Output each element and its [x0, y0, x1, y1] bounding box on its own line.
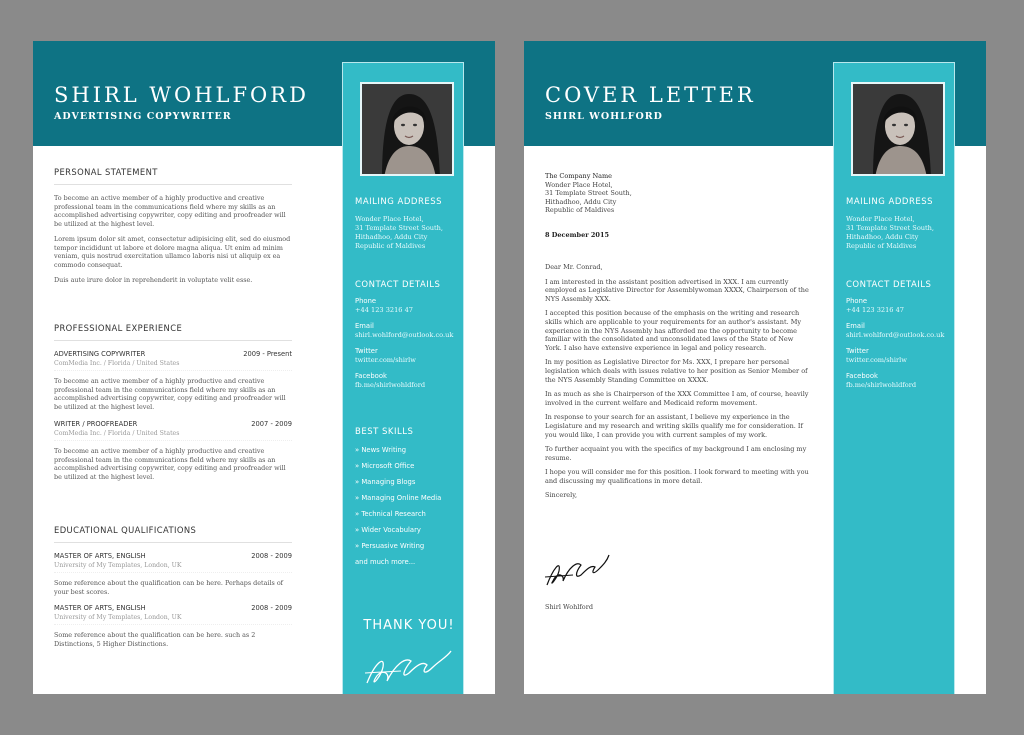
job-entry	[54, 350, 292, 412]
phone-label: Phone	[355, 297, 377, 305]
degree-dates: 2008 - 2009	[251, 552, 292, 560]
thank-you-text: THANK YOU!	[363, 618, 455, 633]
mailing-address-heading: MAILING ADDRESS	[355, 197, 443, 207]
signature-icon	[361, 643, 457, 693]
email-link[interactable]: shirl.wohlford@outlook.co.uk	[846, 331, 945, 339]
school: University of My Templates, London, UK	[54, 613, 292, 625]
profile-photo	[360, 82, 454, 176]
address-line: Republic of Maldives	[355, 242, 426, 250]
address-line: 31 Template Street South,	[846, 224, 935, 232]
job-company: ComMedia Inc. / Florida / United States	[54, 429, 292, 441]
facebook-label: Facebook	[846, 372, 878, 380]
resume-name: SHIRL WOHLFORD	[54, 83, 309, 107]
contact-details-heading: CONTACT DETAILS	[846, 280, 932, 290]
experience-heading: PROFESSIONAL EXPERIENCE	[54, 323, 292, 341]
facebook-label: Facebook	[355, 372, 387, 380]
skill-item: » Persuasive Writing	[355, 542, 425, 550]
mailing-address-block	[355, 197, 463, 251]
letter-title: COVER LETTER	[545, 83, 756, 107]
twitter-link[interactable]: twitter.com/shirlw	[355, 356, 416, 364]
statement-paragraph: Duis aute irure dolor in reprehenderit in voluptate velit esse.	[54, 275, 253, 284]
experience-section	[54, 323, 292, 490]
address-line: Wonder Place Hotel,	[846, 215, 915, 223]
cover-letter-page	[524, 41, 986, 694]
job-entry	[54, 420, 292, 482]
degree-description: Some reference about the qualification can be here. such as 2 Distinctions, 5 Higher Distinctions.	[54, 631, 256, 649]
degree-description: Some reference about the qualification can be here. Perhaps details of your best scores.	[54, 579, 284, 596]
statement-paragraph: To become an active member of a highly productive and creative professional team in the communications field where my skills as an accomplished advertising copywriter, copy editing and proofreader will be utilized at the highest level.	[54, 194, 286, 229]
school: University of My Templates, London, UK	[54, 561, 292, 573]
statement-paragraph: Lorem ipsum dolor sit amet, consectetur adipisicing elit, sed do eiusmod tempor incididunt ut labore et dolore magna aliqua. Ut enim ad minim veniam, quis nostrud exercitation ullamco laboris nisi ut aliquip ex ea commodo consequat.	[54, 234, 291, 269]
letter-paragraph: In response to your search for an assistant, I believe my experience in the Legislature and my research and writing skills qualify me for consideration. If you would like, I can provide you with current samples of my work.	[545, 413, 803, 439]
letter-paragraph: To further acquaint you with the specifics of my background I am enclosing my resume.	[545, 445, 807, 462]
skill-item: » Technical Research	[355, 510, 426, 518]
recipient-line: The Company Name	[545, 172, 613, 180]
phone-value: +44 123 3216 47	[355, 306, 413, 314]
letter-greeting: Dear Mr. Conrad,	[545, 263, 603, 271]
education-heading: EDUCATIONAL QUALIFICATIONS	[54, 525, 292, 543]
facebook-link[interactable]: fb.me/shirlwohldford	[355, 381, 426, 389]
degree: MASTER OF ARTS, ENGLISH	[54, 604, 146, 613]
contact-details-heading: CONTACT DETAILS	[355, 280, 441, 290]
skill-item: » Managing Blogs	[355, 478, 416, 486]
email-label: Email	[355, 322, 374, 330]
address-line: Republic of Maldives	[846, 242, 917, 250]
address-line: 31 Template Street South,	[355, 224, 444, 232]
contact-details-block	[846, 280, 954, 390]
twitter-link[interactable]: twitter.com/shirlw	[846, 356, 907, 364]
skill-item: » Wider Vocabulary	[355, 526, 421, 534]
best-skills-heading: BEST SKILLS	[355, 427, 414, 437]
job-description: To become an active member of a highly productive and creative professional team in the communications field where my skills as an accomplished advertising copywriter, copy editing and proofreader will be utilized at the highest level.	[54, 446, 286, 481]
phone-label: Phone	[846, 297, 868, 305]
recipient-line: Republic of Maldives	[545, 206, 615, 215]
contact-details-block	[355, 280, 463, 390]
job-dates: 2009 - Present	[243, 350, 292, 358]
letter-body	[545, 263, 811, 506]
twitter-label: Twitter	[846, 347, 869, 355]
letter-paragraph: I am interested in the assistant position advertised in XXX. I am currently employed as Legislative Director for Assemblywoman XXXX, Chairperson of the NYS Assembly XXX.	[545, 277, 809, 303]
recipient-line: 31 Template Street South,	[545, 189, 632, 198]
skills-more: and much more...	[355, 558, 416, 566]
email-link[interactable]: shirl.wohlford@outlook.co.uk	[355, 331, 454, 339]
degree: MASTER OF ARTS, ENGLISH	[54, 552, 146, 560]
recipient-line: Wonder Place Hotel,	[545, 180, 613, 189]
letter-paragraph: In as much as she is Chairperson of the XXX Committee I am, of course, heavily involved in the current welfare and Medicaid reform movement.	[545, 390, 809, 407]
letter-paragraph: I accepted this position because of the emphasis on the writing and research skills which are applicable to your requirements for an author's assistant. My experience in the NYS Assembly has afforded me the opportunity to become familiar with the consolidated and unconsolidated laws of the State of New York. I also have extensive experience in legal and policy research.	[545, 309, 802, 352]
education-section	[54, 525, 292, 657]
resume-sidebar	[342, 62, 464, 694]
recipient-line: Hithadhoo, Addu City	[545, 197, 617, 206]
skill-item: » Managing Online Media	[355, 494, 442, 502]
email-label: Email	[846, 322, 865, 330]
phone-value: +44 123 3216 47	[846, 306, 904, 314]
facebook-link[interactable]: fb.me/shirlwohldford	[846, 381, 917, 389]
job-description: To become an active member of a highly productive and creative professional team in the communications field where my skills as an accomplished advertising copywriter, copy editing and proofreader will be utilized at the highest level.	[54, 377, 286, 412]
resume-page	[33, 41, 495, 694]
twitter-label: Twitter	[355, 347, 378, 355]
address-line: Hithadhoo, Addu City	[846, 233, 919, 241]
address-line: Hithadhoo, Addu City	[355, 233, 428, 241]
job-role: ADVERTISING COPYWRITER	[54, 350, 146, 358]
letter-paragraph: In my position as Legislative Director for Ms. XXX, I prepare her personal legislation which deals with issues relative to her position as Senior Member of the NYS Assembly Standing Committee on XXXX.	[545, 358, 808, 384]
degree-dates: 2008 - 2009	[251, 604, 292, 613]
profile-photo	[851, 82, 945, 176]
letter-paragraph: I hope you will consider me for this position. I look forward to meeting with you and discussing my qualifications in more detail.	[545, 468, 809, 485]
best-skills-block	[355, 427, 463, 573]
address-line: Wonder Place Hotel,	[355, 215, 424, 223]
personal-statement-section	[54, 167, 292, 290]
education-entry	[54, 552, 292, 596]
personal-statement-heading: PERSONAL STATEMENT	[54, 167, 292, 185]
letter-date: 8 December 2015	[545, 231, 609, 239]
recipient-block	[545, 172, 811, 215]
mailing-address-block	[846, 197, 954, 251]
letter-sidebar	[833, 62, 955, 694]
skill-item: » Microsoft Office	[355, 462, 415, 470]
signature-name: Shirl Wohlford	[545, 603, 593, 611]
resume-job-title: ADVERTISING COPYWRITER	[54, 111, 232, 122]
letter-author-name: SHIRL WOHLFORD	[545, 111, 663, 122]
mailing-address-heading: MAILING ADDRESS	[846, 197, 934, 207]
job-dates: 2007 - 2009	[251, 419, 292, 428]
signature-icon	[543, 549, 613, 591]
job-company: ComMedia Inc. / Florida / United States	[54, 359, 292, 371]
letter-closing: Sincerely,	[545, 491, 578, 500]
skill-item: » News Writing	[355, 446, 407, 454]
job-role: WRITER / PROOFREADER	[54, 419, 138, 428]
education-entry	[54, 604, 292, 648]
